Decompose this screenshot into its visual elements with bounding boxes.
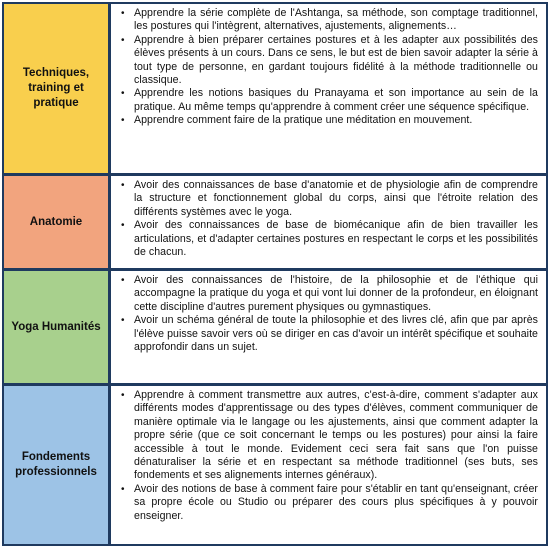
list-item: • Apprendre les notions basiques du Pranayama et son importance au sein de la pratique. Au même temps qu'apprendre à comment créer une séquence spécifique. (134, 87, 538, 114)
list-item: • Avoir un schéma général de toute la philosophie et des livres clé, afin que par après l'élève puisse savoir vers où se diriger en cas d'avoir un intérêt spécifique et souhaite approfondir dans un sujet. (134, 314, 538, 354)
list-item: • Avoir des connaissances de base de biomécanique afin de bien travailler les articulations, et d'adapter certaines postures en respectant le corps et les possibilités de chacun. (134, 219, 538, 259)
list-item: • Avoir des connaissances de l'histoire, de la philosophie et de l'éthique qui accompagne la pratique du yoga et qui vont lui donner de la profondeur, en éloignant cette discipline d'autres purement physiques ou gymnastiques. (134, 274, 538, 314)
row-content-fondements (111, 386, 546, 544)
list-item: • Avoir des connaissances de base d'anatomie et de physiologie afin de comprendre la structure et fonctionnement global du corps, ainsi que l'étroite relation des différents systèmes avec le yoga. (134, 179, 538, 219)
bullet-list (118, 179, 538, 259)
list-item: • Avoir des notions de base à comment faire pour s'établir en tant qu'enseignant, créer sa propre école ou Studio ou préparer des cours plus spécifiques à y pouvoir enseigner. (134, 483, 538, 523)
row-label-techniques: Techniques, training et pratique (4, 4, 108, 173)
row-content-anatomie (111, 176, 546, 268)
table-row-anatomie (4, 176, 546, 268)
row-label-anatomie: Anatomie (4, 176, 108, 268)
table-row-fondements (4, 386, 546, 544)
list-item: • Apprendre comment faire de la pratique une méditation en mouvement. (134, 114, 538, 127)
row-content-techniques (111, 4, 546, 173)
table-row-humanites (4, 271, 546, 383)
list-item: • Apprendre la série complète de l'Ashtanga, sa méthode, son comptage traditionnel, les postures qui l'intègrent, alternatives, ajustements, alignements… (134, 7, 538, 34)
curriculum-table (2, 2, 548, 546)
row-label-humanites: Yoga Humanités (4, 271, 108, 383)
row-content-humanites (111, 271, 546, 383)
row-label-fondements: Fondements professionnels (4, 386, 108, 544)
list-item: • Apprendre à bien préparer certaines postures et à les adapter aux possibilités des élèves présents à un cours. Dans ce sens, le but est de bien savoir adapter la série à tout type de personne, en gardant toujours fidélité à la méthode traditionnelle ou classique. (134, 34, 538, 88)
list-item: • Apprendre à comment transmettre aux autres, c'est-à-dire, comment s'adapter aux différents modes d'apprentissage ou des types d'élèves, comment communiquer de manière optimale via le langage ou les ajustements, ainsi que comment adapter la propre série (que ce soit concernant le temps ou les postures) pour ainsi la faire accessible à tout le monde. Evidement ceci sera fait sans que l'on puisse dénaturaliser la série et en respectant sa méthode traditionnel (ses buts, ses fondements et ses alignements internes généraux). (134, 389, 538, 483)
bullet-list (118, 389, 538, 523)
bullet-list (118, 274, 538, 354)
table-row-techniques (4, 4, 546, 173)
bullet-list (118, 7, 538, 128)
